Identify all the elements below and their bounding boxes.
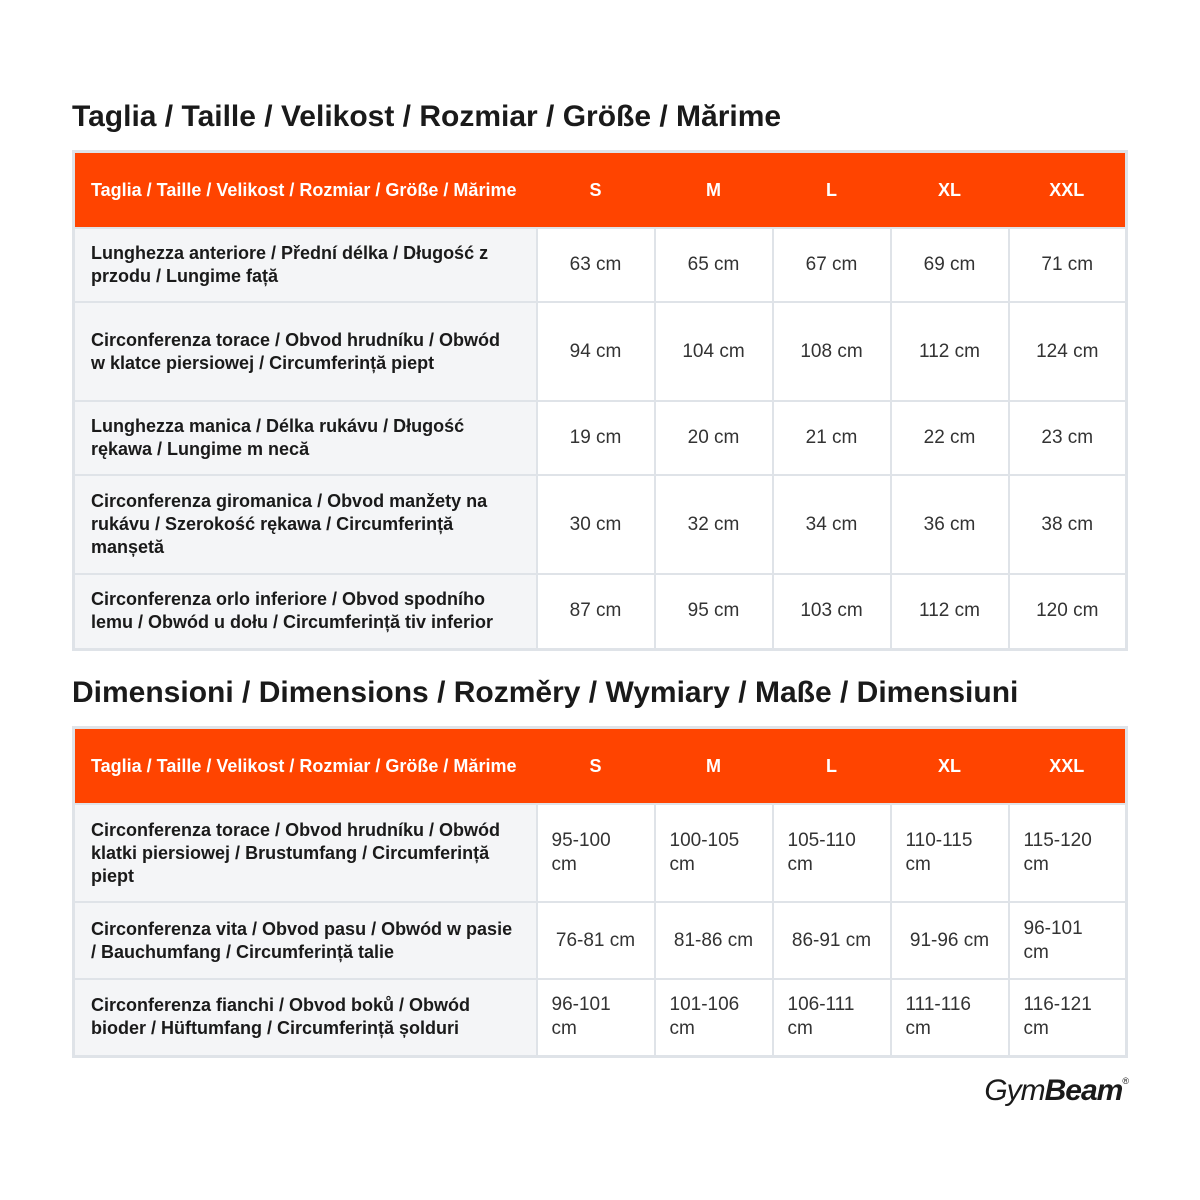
- row-label: Circonferenza torace / Obvod hrudníku / Obwód w klatce piersiowej / Circumferință piept: [74, 302, 537, 401]
- size-column-l: L: [773, 728, 891, 805]
- cell-value: 34 cm: [773, 475, 891, 574]
- row-label: Circonferenza torace / Obvod hrudníku / Obwód klatki piersiowej / Brustumfang / Circumferință piept: [74, 804, 537, 902]
- cell-value: 94 cm: [537, 302, 655, 401]
- row-label: Circonferenza orlo inferiore / Obvod spodního lemu / Obwód u dołu / Circumferință tiv inferior: [74, 574, 537, 649]
- size-column-xl: XL: [891, 728, 1009, 805]
- table-row: [74, 401, 1127, 475]
- cell-value: 69 cm: [891, 228, 1009, 302]
- table-header-row: [74, 728, 1127, 805]
- row-label: Lunghezza manica / Délka rukávu / Długość rękawa / Lungime m necă: [74, 401, 537, 475]
- cell-value: 30 cm: [537, 475, 655, 574]
- header-label: Taglia / Taille / Velikost / Rozmiar / Größe / Mărime: [74, 152, 537, 229]
- cell-value: 71 cm: [1009, 228, 1127, 302]
- cell-value: 101-106 cm: [655, 979, 773, 1056]
- row-label: Circonferenza giromanica / Obvod manžety na rukávu / Szerokość rękawa / Circumferință manșetă: [74, 475, 537, 574]
- cell-value: 110-115 cm: [891, 804, 1009, 902]
- size-column-xxl: XXL: [1009, 152, 1127, 229]
- header-label: Taglia / Taille / Velikost / Rozmiar / Größe / Mărime: [74, 728, 537, 805]
- table-row: [74, 979, 1127, 1056]
- cell-value: 106-111 cm: [773, 979, 891, 1056]
- size-column-l: L: [773, 152, 891, 229]
- cell-value: 67 cm: [773, 228, 891, 302]
- cell-value: 96-101 cm: [537, 979, 655, 1056]
- table-row: [74, 804, 1127, 902]
- table-row: [74, 574, 1127, 649]
- table-row: [74, 302, 1127, 401]
- row-label: Lunghezza anteriore / Přední délka / Długość z przodu / Lungime față: [74, 228, 537, 302]
- cell-value: 76-81 cm: [537, 902, 655, 979]
- row-label: Circonferenza vita / Obvod pasu / Obwód w pasie / Bauchumfang / Circumferință talie: [74, 902, 537, 979]
- cell-value: 115-120 cm: [1009, 804, 1127, 902]
- dimensions-table: [72, 726, 1128, 1058]
- table-row: [74, 228, 1127, 302]
- cell-value: 22 cm: [891, 401, 1009, 475]
- cell-value: 23 cm: [1009, 401, 1127, 475]
- row-label: Circonferenza fianchi / Obvod boků / Obwód bioder / Hüftumfang / Circumferință șolduri: [74, 979, 537, 1056]
- cell-value: 95 cm: [655, 574, 773, 649]
- registered-mark: ®: [1122, 1076, 1128, 1086]
- cell-value: 65 cm: [655, 228, 773, 302]
- cell-value: 105-110 cm: [773, 804, 891, 902]
- cell-value: 116-121 cm: [1009, 979, 1127, 1056]
- cell-value: 20 cm: [655, 401, 773, 475]
- table-header-row: [74, 152, 1127, 229]
- table-row: [74, 902, 1127, 979]
- cell-value: 124 cm: [1009, 302, 1127, 401]
- size-column-m: M: [655, 728, 773, 805]
- cell-value: 32 cm: [655, 475, 773, 574]
- table-row: [74, 475, 1127, 574]
- size-section-title: Taglia / Taille / Velikost / Rozmiar / Größe / Mărime: [72, 100, 782, 133]
- size-column-s: S: [537, 728, 655, 805]
- cell-value: 21 cm: [773, 401, 891, 475]
- dimensions-section-title: Dimensioni / Dimensions / Rozměry / Wymiary / Maße / Dimensiuni: [72, 676, 1019, 709]
- cell-value: 63 cm: [537, 228, 655, 302]
- cell-value: 111-116 cm: [891, 979, 1009, 1056]
- cell-value: 96-101 cm: [1009, 902, 1127, 979]
- cell-value: 112 cm: [891, 574, 1009, 649]
- cell-value: 38 cm: [1009, 475, 1127, 574]
- size-chart-table: [72, 150, 1128, 651]
- cell-value: 19 cm: [537, 401, 655, 475]
- cell-value: 36 cm: [891, 475, 1009, 574]
- cell-value: 81-86 cm: [655, 902, 773, 979]
- cell-value: 100-105 cm: [655, 804, 773, 902]
- cell-value: 103 cm: [773, 574, 891, 649]
- cell-value: 120 cm: [1009, 574, 1127, 649]
- cell-value: 95-100 cm: [537, 804, 655, 902]
- size-column-m: M: [655, 152, 773, 229]
- size-column-xxl: XXL: [1009, 728, 1127, 805]
- size-column-xl: XL: [891, 152, 1009, 229]
- logo-text-bold: Beam: [1044, 1074, 1123, 1107]
- gymbeam-logo: [984, 1074, 1128, 1108]
- cell-value: 87 cm: [537, 574, 655, 649]
- size-column-s: S: [537, 152, 655, 229]
- cell-value: 112 cm: [891, 302, 1009, 401]
- logo-text-light: Gym: [984, 1074, 1045, 1107]
- cell-value: 91-96 cm: [891, 902, 1009, 979]
- cell-value: 108 cm: [773, 302, 891, 401]
- cell-value: 86-91 cm: [773, 902, 891, 979]
- cell-value: 104 cm: [655, 302, 773, 401]
